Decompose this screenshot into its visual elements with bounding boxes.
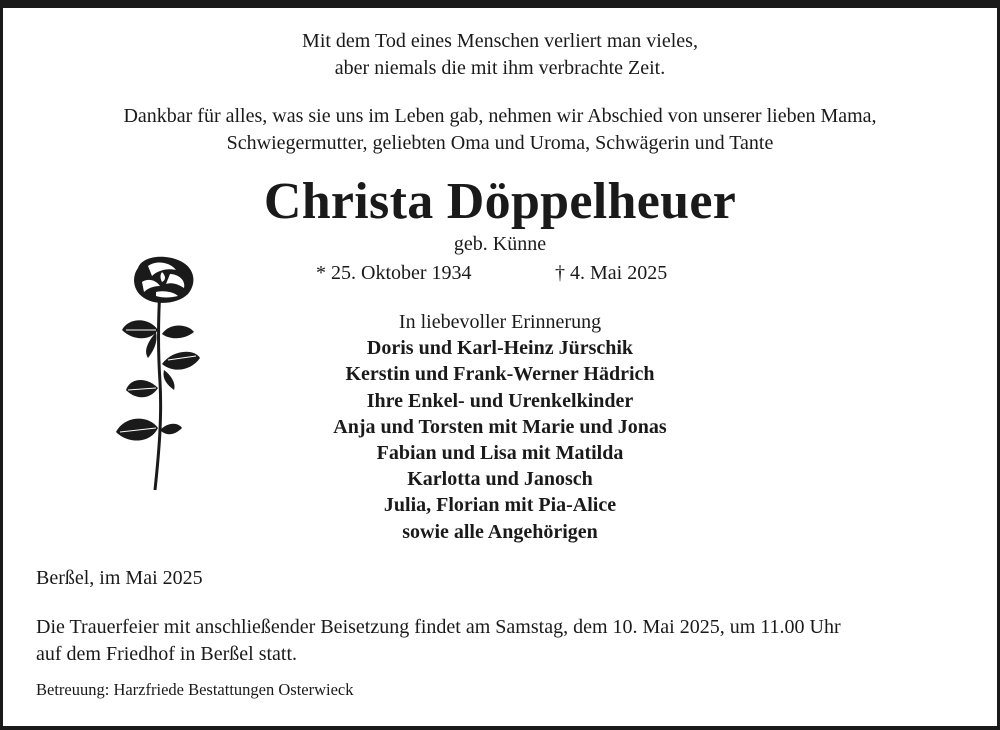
quote-line-1: Mit dem Tod eines Menschen verliert man vieles, bbox=[302, 30, 698, 52]
mourner-line: Fabian und Lisa mit Matilda bbox=[376, 442, 624, 465]
service-line-2: auf dem Friedhof in Berßel statt. bbox=[36, 643, 298, 665]
quote-line-2: aber niemals die mit ihm verbrachte Zeit. bbox=[334, 57, 666, 79]
death-date: † 4. Mai 2025 bbox=[555, 262, 668, 284]
intro-line-2: Schwiegermutter, geliebten Oma und Uroma, Schwägerin und Tante bbox=[226, 132, 774, 154]
mourner-line: Anja und Torsten mit Marie und Jonas bbox=[333, 415, 667, 438]
intro-line-1: Dankbar für alles, was sie uns im Leben gab, nehmen wir Abschied von unserer lieben Mama, bbox=[123, 105, 877, 127]
mourner-line: Karlotta und Janosch bbox=[407, 468, 593, 491]
mourner-line: Julia, Florian mit Pia-Alice bbox=[383, 494, 617, 517]
mourner-line: Kerstin und Frank-Werner Hädrich bbox=[345, 363, 655, 386]
place-date: Berßel, im Mai 2025 bbox=[36, 567, 203, 589]
service-info bbox=[36, 614, 976, 668]
service-line-1: Die Trauerfeier mit anschließender Beisetzung findet am Samstag, dem 10. Mai 2025, um 11.00 Uhr bbox=[36, 616, 841, 638]
mourners-list bbox=[0, 309, 1000, 545]
mourner-line: Doris und Karl-Heinz Jürschik bbox=[366, 337, 634, 360]
mourner-line: sowie alle Angehörigen bbox=[402, 520, 598, 543]
intro-text bbox=[0, 103, 1000, 157]
undertaker-credit: Betreuung: Harzfriede Bestattungen Osterwieck bbox=[36, 680, 354, 699]
mourner-line: Ihre Enkel- und Urenkelkinder bbox=[366, 389, 634, 412]
mourners-heading: In liebevoller Erinnerung bbox=[398, 311, 602, 333]
deceased-name: Christa Döppelheuer bbox=[263, 173, 737, 230]
birth-name: geb. Künne bbox=[453, 233, 547, 255]
opening-quote bbox=[0, 28, 1000, 82]
birth-date: * 25. Oktober 1934 bbox=[316, 262, 472, 284]
